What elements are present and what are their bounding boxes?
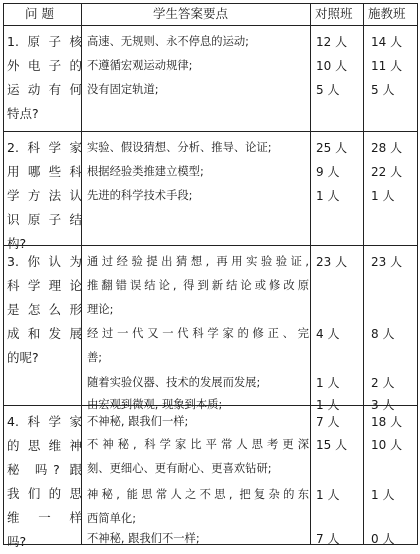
answer-cell xyxy=(87,136,309,160)
control-count: 15 人 xyxy=(316,438,348,452)
experiment-count: 1 人 xyxy=(371,488,395,502)
experiment-count: 11 人 xyxy=(371,59,403,73)
answer-cell xyxy=(87,30,309,54)
question-line: 吗? xyxy=(7,534,27,549)
header-divider xyxy=(3,25,418,26)
answer-cell xyxy=(87,322,309,370)
answer-cell xyxy=(87,410,309,434)
answer-line: 先进的科学技术手段; xyxy=(87,189,193,202)
experiment-count: 2 人 xyxy=(371,376,395,390)
question-line: 的呢? xyxy=(7,350,39,365)
answer-line: 随着实验仪器、技术的发展而发展; xyxy=(87,376,261,389)
answer-line: 神秘, 能思常人之不思, 把复杂的东 xyxy=(87,488,309,501)
column-divider xyxy=(310,3,311,545)
question-line: 成 和 发 展 xyxy=(7,326,82,341)
control-count: 10 人 xyxy=(316,59,348,73)
answer-line: 理论; xyxy=(87,303,114,316)
answer-line: 高速、无规则、永不停息的运动; xyxy=(87,35,249,48)
question-line: 识 原 子 结 xyxy=(7,212,82,227)
answer-line: 善; xyxy=(87,351,103,364)
question-line: 运 动 有 何 xyxy=(7,82,82,97)
answer-line: 不神秘, 跟我们不一样; xyxy=(87,532,200,545)
answer-line: 推翻错误结论, 得到新结论或修改原 xyxy=(87,279,309,292)
experiment-count: 28 人 xyxy=(371,141,403,155)
control-count: 23 人 xyxy=(316,255,348,269)
answer-line: 根据经验类推建立模型; xyxy=(87,165,204,178)
question-line: 学 方 法 认 xyxy=(7,188,82,203)
answer-line: 实验、假设猜想、分析、推导、论证; xyxy=(87,141,272,154)
control-count: 7 人 xyxy=(316,415,340,429)
question-cell xyxy=(7,250,82,370)
experiment-count: 23 人 xyxy=(371,255,403,269)
header-experiment-class: 施教班 xyxy=(368,6,406,21)
control-count: 7 人 xyxy=(316,532,340,546)
experiment-count: 0 人 xyxy=(371,532,395,546)
control-count: 1 人 xyxy=(316,376,340,390)
answer-line: 西简单化; xyxy=(87,512,136,525)
question-line: 外 电 子 的 xyxy=(7,58,82,73)
answer-line: 不神秘, 科学家比平常人思考更深 xyxy=(87,438,309,451)
column-divider xyxy=(363,3,364,545)
question-line: 1.原子核 xyxy=(7,34,82,49)
control-count: 5 人 xyxy=(316,83,340,97)
group-divider xyxy=(3,131,418,132)
control-count: 4 人 xyxy=(316,327,340,341)
question-line: 的 思 维 神 xyxy=(7,438,82,453)
answer-cell xyxy=(87,433,309,481)
answer-line: 不遵循宏观运动规律; xyxy=(87,59,193,72)
question-line: 特点? xyxy=(7,106,39,121)
answer-line: 由宏观到微观, 现象到本质; xyxy=(87,398,223,411)
answer-cell xyxy=(87,527,309,551)
experiment-count: 5 人 xyxy=(371,83,395,97)
answer-line: 不神秘, 跟我们一样; xyxy=(87,415,189,428)
question-line: 是 怎 么 形 xyxy=(7,302,82,317)
survey-table xyxy=(3,3,418,549)
control-count: 1 人 xyxy=(316,398,340,412)
question-line: 3.你认为 xyxy=(7,254,82,269)
answer-line: 通过经验提出猜想, 再用实验验证, xyxy=(87,255,309,268)
question-line: 构? xyxy=(7,236,27,251)
control-count: 12 人 xyxy=(316,35,348,49)
answer-line: 没有固定轨道; xyxy=(87,83,159,96)
experiment-count: 10 人 xyxy=(371,438,403,452)
question-line: 用 哪 些 科 xyxy=(7,164,82,179)
answer-cell xyxy=(87,78,309,102)
question-line: 4.科学家 xyxy=(7,414,82,429)
question-cell xyxy=(7,30,82,126)
header-control-class: 对照班 xyxy=(315,6,353,21)
question-line: 秘 吗? 跟 xyxy=(7,462,82,477)
answer-line: 刻、更细心、更有耐心、更喜欢钻研; xyxy=(87,462,272,475)
control-count: 9 人 xyxy=(316,165,340,179)
experiment-count: 1 人 xyxy=(371,189,395,203)
experiment-count: 3 人 xyxy=(371,398,395,412)
question-line: 维 一 样 xyxy=(7,510,82,525)
answer-cell xyxy=(87,54,309,78)
experiment-count: 18 人 xyxy=(371,415,403,429)
question-line: 2.科学家 xyxy=(7,140,82,155)
question-cell xyxy=(7,410,82,554)
answer-cell xyxy=(87,371,309,395)
header-question: 问 题 xyxy=(25,6,54,21)
control-count: 25 人 xyxy=(316,141,348,155)
question-line: 我 们 的 思 xyxy=(7,486,82,501)
answer-cell xyxy=(87,250,309,322)
question-line: 科 学 理 论 xyxy=(7,278,82,293)
question-cell xyxy=(7,136,82,256)
experiment-count: 22 人 xyxy=(371,165,403,179)
answer-cell xyxy=(87,184,309,208)
experiment-count: 8 人 xyxy=(371,327,395,341)
header-answers: 学生答案要点 xyxy=(153,6,229,21)
answer-line: 经过一代又一代科学家的修正、完 xyxy=(87,327,309,340)
answer-cell xyxy=(87,483,309,531)
answer-cell xyxy=(87,160,309,184)
control-count: 1 人 xyxy=(316,189,340,203)
experiment-count: 14 人 xyxy=(371,35,403,49)
control-count: 1 人 xyxy=(316,488,340,502)
